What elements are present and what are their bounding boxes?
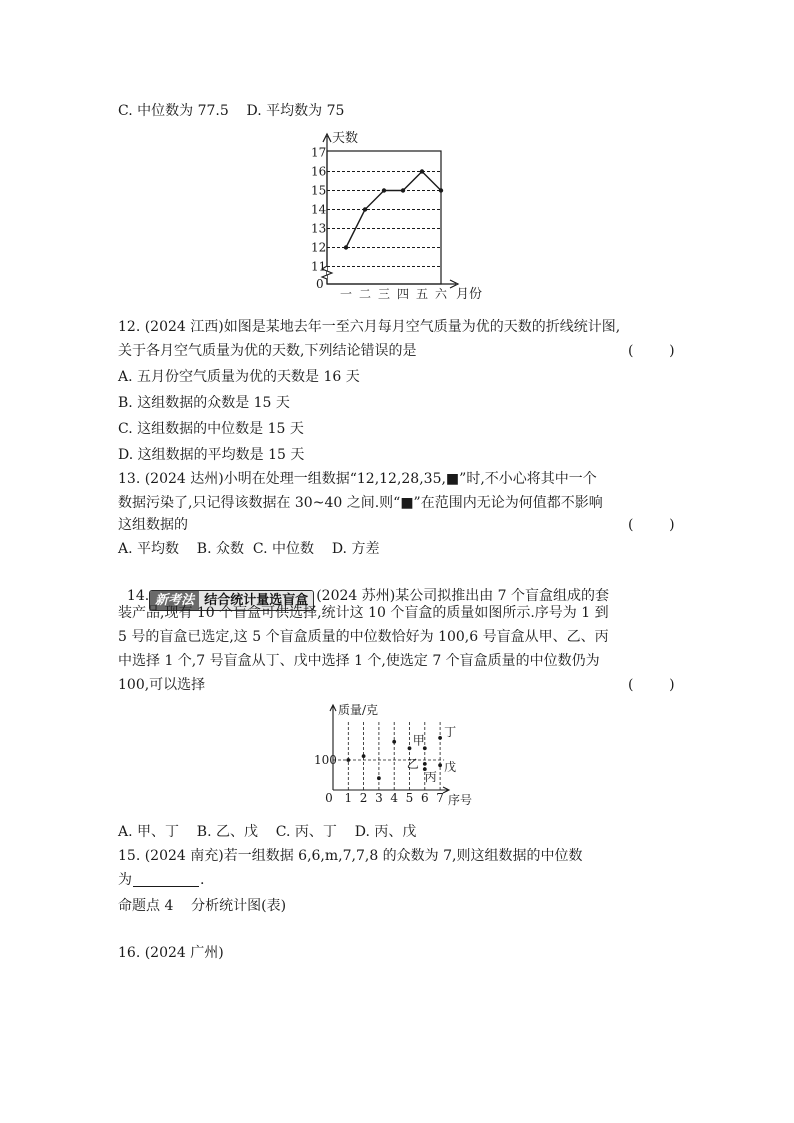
q13-options: A. 平均数 B. 众数 C. 中位数 D. 方差 (118, 541, 380, 557)
y-tick-label: 0 (316, 277, 324, 291)
point-label: 丁 (444, 724, 457, 739)
tag-label: 新考法 (150, 591, 199, 610)
x-tick-label: 7 (436, 791, 444, 805)
x-tick-label: 六 (434, 287, 448, 301)
question-number: 14. (126, 588, 150, 604)
x-tick-label: 三 (377, 287, 391, 301)
q14-stem-4: 中选择 1 个,7 号盲盒从丁、戊中选择 1 个,使选定 7 个盲盒质量的中位数仍为 (118, 653, 600, 669)
point-label: 丙 (424, 770, 437, 785)
data-point (363, 207, 367, 211)
q14-stem-5: 100,可以选择 (118, 677, 206, 693)
section-heading-4: 命题点 4 分析统计图(表) (118, 898, 287, 914)
q12-option-d: D. 这组数据的平均数是 15 天 (118, 447, 305, 463)
q15-suffix: . (200, 872, 205, 888)
data-point (423, 762, 427, 766)
q15-stem-2 (118, 871, 204, 889)
data-point (346, 758, 350, 762)
y-axis-label: 质量/克 (338, 703, 379, 717)
point-label: 甲 (412, 733, 425, 748)
option-line-c-d: C. 中位数为 77.5 D. 平均数为 75 (118, 103, 345, 119)
y-tick-label: 15 (311, 183, 327, 198)
tag-topic: 结合统计量选盲盒 (199, 591, 313, 610)
x-tick-label: 3 (375, 791, 383, 805)
q14-stem-3: 5 号的盲盒已选定,这 5 个盲盒质量的中位数恰好为 100,6 号盲盒从甲、乙、丙 (118, 629, 609, 645)
x-tick-label: 四 (396, 287, 410, 301)
answer-parentheses: ( ) (628, 517, 675, 533)
q14-stem-2: 装产品,现有 10 个盲盒可供选择,统计这 10 个盲盒的质量如图所示.序号为 1 到 (118, 605, 609, 621)
point-label: 戊 (444, 760, 457, 775)
x-tick-label: 5 (405, 791, 414, 805)
data-point (420, 169, 424, 173)
q12-option-a: A. 五月份空气质量为优的天数是 16 天 (118, 369, 360, 385)
x-axis-label: 序号 (448, 793, 473, 807)
data-point (408, 746, 412, 750)
x-tick-label: 五 (415, 287, 429, 301)
y-axis-label: 天数 (332, 131, 359, 146)
data-point (377, 776, 381, 780)
q12-option-b: B. 这组数据的众数是 15 天 (118, 395, 290, 411)
q13-stem-2: 数据污染了,只记得该数据在 30~40 之间.则“■”在范围内无论为何值都不影响 (118, 495, 603, 511)
x-tick-label: 1 (344, 791, 353, 805)
q15-stem-1: 15. (2024 南充)若一组数据 6,6,m,7,7,8 的众数为 7,则这组数据的中位数 (118, 848, 583, 864)
x-tick-label: 二 (358, 287, 372, 301)
x-tick-label: 2 (359, 791, 368, 805)
x-tick-label: 一 (339, 287, 353, 301)
y-reference-label: 100 (314, 753, 337, 767)
q13-stem-3: 这组数据的 (118, 517, 188, 533)
q14-options: A. 甲、丁 B. 乙、戊 C. 丙、丁 D. 丙、戊 (118, 824, 417, 840)
data-point (362, 754, 366, 758)
answer-blank[interactable] (133, 872, 199, 887)
x-tick-label: 6 (420, 791, 429, 805)
answer-parentheses: ( ) (628, 677, 675, 693)
scatter-chart-box-mass (308, 700, 488, 808)
q16-stem: 16. (2024 广州) (118, 945, 224, 961)
y-tick-label: 13 (311, 221, 327, 236)
data-point (439, 188, 443, 192)
x-axis-label: 月份 (456, 287, 483, 302)
y-tick-label: 16 (311, 164, 327, 179)
y-tick-label: 11 (311, 259, 327, 274)
point-label: 乙 (406, 756, 419, 771)
q13-stem-1: 13. (2024 达州)小明在处理一组数据“12,12,28,35,■”时,不小心将其中一个 (118, 471, 597, 487)
y-tick-label: 12 (311, 240, 327, 255)
data-point (392, 740, 396, 744)
data-point (382, 188, 386, 192)
y-tick-label: 14 (311, 202, 327, 217)
line-chart-air-quality (300, 128, 500, 304)
q15-prefix: 为 (118, 872, 132, 888)
x-tick-label: 4 (390, 791, 399, 805)
data-point (438, 736, 442, 740)
data-point (344, 245, 348, 249)
y-tick-label: 17 (311, 145, 327, 160)
answer-parentheses: ( ) (628, 343, 675, 359)
q14-text: (2024 苏州)某公司拟推出由 7 个盲盒组成的套 (316, 588, 610, 604)
data-point (438, 763, 442, 767)
q12-option-c: C. 这组数据的中位数是 15 天 (118, 421, 304, 437)
q12-stem-2: 关于各月空气质量为优的天数,下列结论错误的是 (118, 343, 417, 359)
data-point (401, 188, 405, 192)
q12-stem-1: 12. (2024 江西)如图是某地去年一至六月每月空气质量为优的天数的折线统计图, (118, 319, 621, 335)
x-tick-label: 0 (325, 791, 333, 805)
